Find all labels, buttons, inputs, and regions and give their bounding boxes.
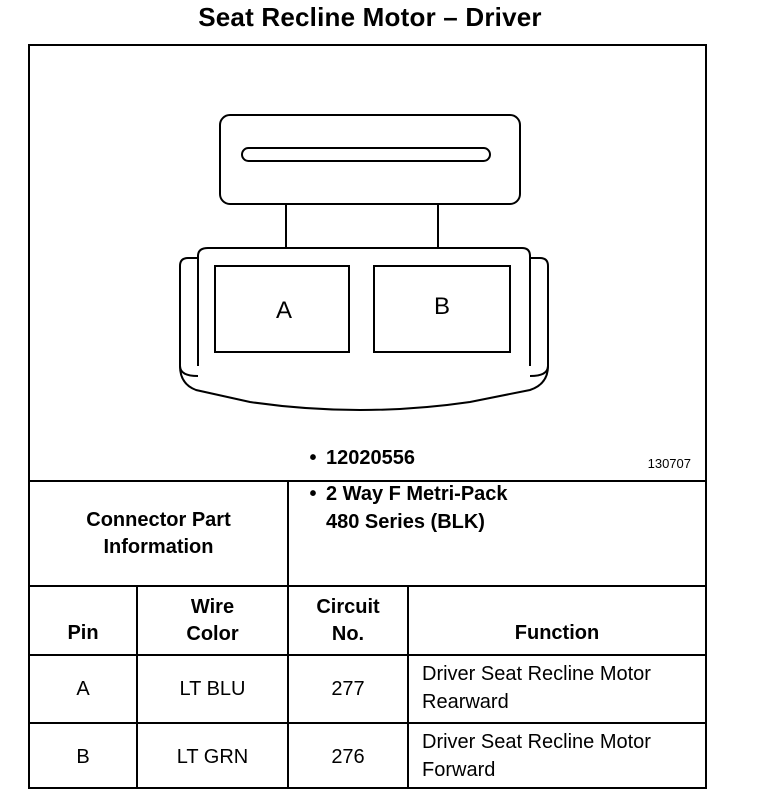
row-a-function: Driver Seat Recline Motor Rearward: [422, 663, 651, 713]
pin-b-label: B: [433, 293, 451, 320]
row-b-pin: B: [76, 745, 90, 768]
header-function: Function: [514, 621, 600, 644]
bullet-icon: •: [309, 447, 317, 469]
bullet-item: [300, 508, 508, 536]
connector-diagram: [30, 46, 705, 481]
header-wire-color: Wire Color: [186, 596, 239, 645]
part-number: 12020556: [326, 447, 415, 469]
bullet-item: [300, 480, 508, 508]
connector-type: 2 Way F Metri-Pack: [326, 483, 508, 505]
connector-frame: [28, 44, 707, 789]
connector-info-label: Connector Part Information: [86, 508, 231, 558]
bullet-item: [300, 444, 508, 472]
row-a-wire-color: LT BLU: [179, 677, 246, 700]
pin-a-label: A: [275, 297, 293, 324]
row-b-circuit: 276: [331, 745, 365, 768]
figure-number: 130707: [647, 456, 691, 471]
row-b-wire-color: LT GRN: [176, 745, 249, 768]
header-circuit: Circuit No.: [316, 596, 380, 645]
row-a-pin: A: [76, 677, 90, 700]
connector-series: 480 Series (BLK): [326, 511, 485, 533]
row-a-circuit: 277: [331, 677, 365, 700]
bullet-icon: •: [309, 483, 317, 505]
row-b-function: Driver Seat Recline Motor Forward: [422, 731, 651, 781]
divider: [30, 585, 705, 587]
page-title: Seat Recline Motor – Driver: [198, 2, 542, 32]
connector-drawing: [30, 46, 705, 481]
header-pin: Pin: [67, 621, 99, 644]
connector-info-bullets: [300, 444, 508, 536]
